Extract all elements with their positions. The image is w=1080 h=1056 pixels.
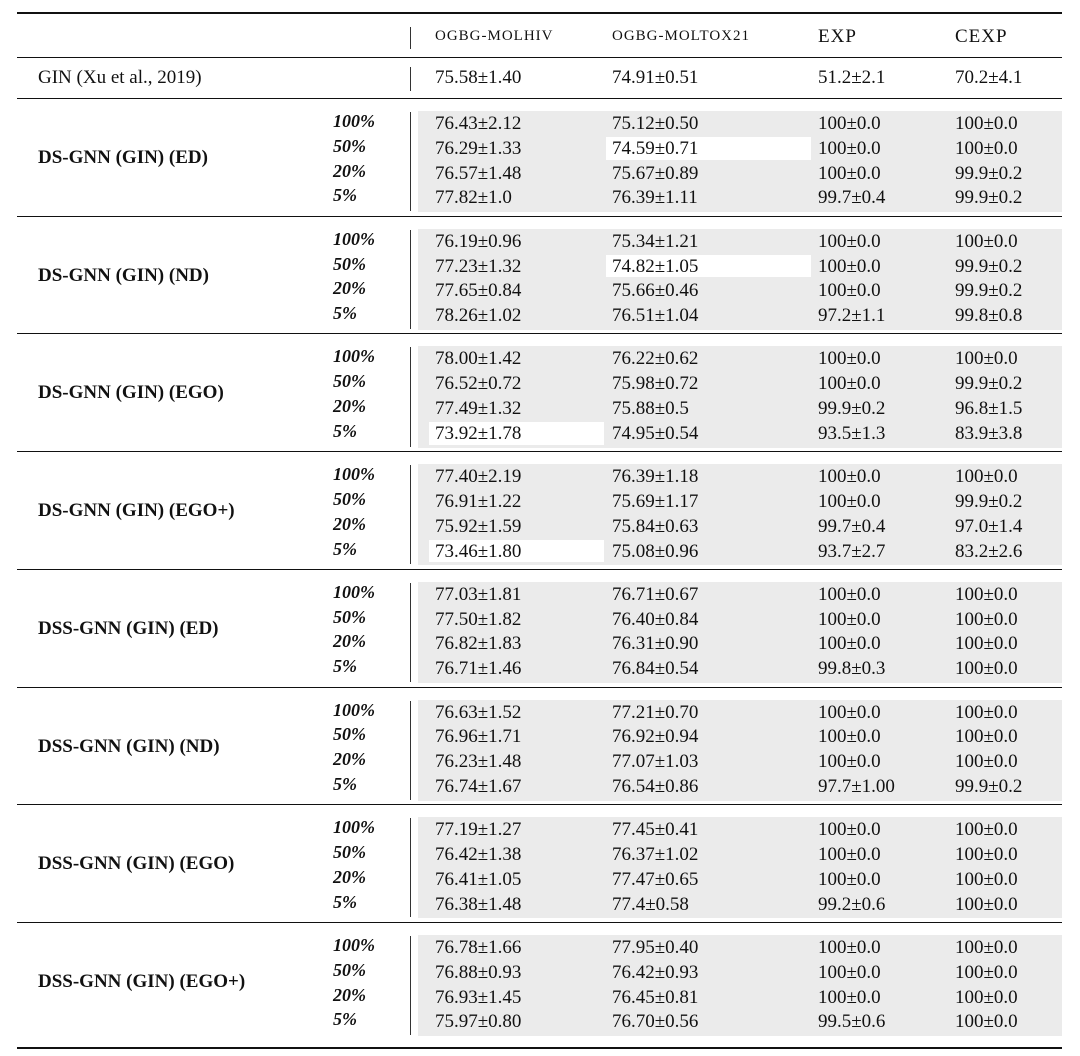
result-cell: 76.88±0.93 — [435, 961, 522, 983]
result-cell: 100±0.0 — [955, 893, 1018, 915]
result-cell: 99.9±0.2 — [955, 373, 1023, 395]
group-separator — [410, 583, 411, 682]
result-cell: 83.9±3.8 — [955, 422, 1023, 444]
baseline-separator — [410, 67, 411, 91]
subgraph-percentage: 20% — [333, 160, 366, 181]
result-cell: 76.63±1.52 — [435, 701, 522, 723]
baseline-value: 51.2±2.1 — [818, 67, 886, 88]
result-cell: 77.23±1.32 — [435, 255, 522, 277]
subgraph-percentage: 20% — [333, 984, 366, 1005]
group-separator — [410, 347, 411, 446]
result-cell: 100±0.0 — [955, 658, 1018, 680]
result-cell: 77.47±0.65 — [612, 868, 699, 890]
subgraph-percentage: 5% — [333, 538, 357, 559]
result-cell: 99.7±0.4 — [818, 187, 886, 209]
subgraph-percentage: 50% — [333, 488, 366, 509]
result-cell: 75.88±0.5 — [612, 398, 689, 419]
result-cell: 77.40±2.19 — [435, 466, 522, 488]
result-cell: 76.45±0.81 — [612, 986, 699, 1008]
result-cell: 100±0.0 — [818, 819, 881, 841]
result-cell: 99.9±0.2 — [955, 187, 1023, 209]
result-cell: 99.9±0.2 — [955, 775, 1023, 797]
result-cell: 97.0±1.4 — [955, 515, 1023, 537]
result-cell: 76.78±1.66 — [435, 936, 522, 958]
result-cell: 100±0.0 — [955, 348, 1018, 370]
result-cell: 99.8±0.3 — [818, 658, 886, 680]
result-cell: 74.82±1.05 — [612, 255, 699, 277]
baseline-value: 70.2±4.1 — [955, 67, 1023, 88]
subgraph-percentage: 20% — [333, 866, 366, 887]
subgraph-percentage: 5% — [333, 773, 357, 794]
subgraph-percentage: 5% — [333, 185, 357, 206]
method-name: DS-GNN (GIN) (ND) — [38, 264, 209, 286]
result-cell: 83.2±2.6 — [955, 540, 1023, 562]
subgraph-percentage: 50% — [333, 371, 366, 392]
subgraph-percentage: 50% — [333, 959, 366, 980]
result-cell: 100±0.0 — [818, 751, 881, 773]
subgraph-percentage: 50% — [333, 135, 366, 156]
result-cell: 75.12±0.50 — [612, 113, 699, 134]
group-separator — [410, 936, 411, 1035]
result-cell: 76.74±1.67 — [435, 775, 522, 797]
result-cell: 75.34±1.21 — [612, 230, 699, 252]
result-cell: 76.51±1.04 — [612, 305, 699, 327]
result-cell: 100±0.0 — [818, 490, 881, 512]
result-cell: 100±0.0 — [818, 466, 881, 488]
subgraph-percentage: 20% — [333, 396, 366, 416]
subgraph-percentage: 20% — [333, 749, 366, 770]
subgraph-percentage: 5% — [333, 303, 357, 324]
result-cell: 100±0.0 — [955, 961, 1018, 983]
result-cell: 76.70±0.56 — [612, 1011, 699, 1033]
result-cell: 100±0.0 — [955, 113, 1018, 134]
result-cell: 100±0.0 — [955, 986, 1018, 1008]
result-cell: 99.7±0.4 — [818, 515, 886, 537]
result-cell: 97.7±1.00 — [818, 775, 895, 797]
result-cell: 100±0.0 — [818, 137, 881, 159]
subgraph-percentage: 20% — [333, 278, 366, 299]
result-cell: 77.21±0.70 — [612, 701, 699, 723]
subgraph-percentage: 5% — [333, 656, 357, 677]
result-cell: 99.2±0.6 — [818, 893, 886, 915]
result-cell: 76.54±0.86 — [612, 775, 699, 797]
subgraph-percentage: 5% — [333, 420, 357, 441]
result-cell: 75.92±1.59 — [435, 515, 522, 537]
result-cell: 100±0.0 — [955, 751, 1018, 773]
result-cell: 77.4±0.58 — [612, 893, 689, 915]
result-cell: 100±0.0 — [955, 726, 1018, 748]
result-cell: 100±0.0 — [818, 348, 881, 370]
result-cell: 78.26±1.02 — [435, 305, 522, 327]
result-cell: 75.84±0.63 — [612, 515, 699, 537]
result-cell: 77.03±1.81 — [435, 583, 522, 605]
subgraph-percentage: 100% — [333, 228, 375, 249]
group-rule — [17, 687, 1062, 688]
result-cell: 76.41±1.05 — [435, 868, 522, 890]
result-cell: 100±0.0 — [955, 936, 1018, 958]
result-cell: 100±0.0 — [818, 230, 881, 252]
subgraph-percentage: 20% — [333, 513, 366, 534]
result-cell: 96.8±1.5 — [955, 398, 1023, 419]
result-cell: 76.92±0.94 — [612, 726, 699, 748]
group-separator — [410, 230, 411, 329]
result-cell: 76.71±0.67 — [612, 583, 699, 605]
method-name: DS-GNN (GIN) (EGO+) — [38, 500, 235, 522]
result-cell: 76.39±1.11 — [612, 187, 698, 209]
result-cell: 76.91±1.22 — [435, 490, 522, 512]
result-cell: 100±0.0 — [818, 868, 881, 890]
subgraph-percentage: 50% — [333, 724, 366, 745]
method-name: DSS-GNN (GIN) (EGO) — [38, 853, 235, 875]
result-cell: 100±0.0 — [818, 936, 881, 958]
subgraph-percentage: 20% — [333, 631, 366, 652]
result-cell: 73.92±1.78 — [435, 422, 522, 444]
result-cell: 100±0.0 — [818, 162, 881, 184]
result-cell: 100±0.0 — [818, 255, 881, 277]
header-rule — [17, 57, 1062, 58]
result-cell: 99.8±0.8 — [955, 305, 1023, 327]
bottom-rule — [17, 1047, 1062, 1049]
result-cell: 75.98±0.72 — [612, 373, 699, 395]
result-cell: 100±0.0 — [955, 1011, 1018, 1033]
group-rule — [17, 804, 1062, 805]
result-cell: 75.08±0.96 — [612, 540, 699, 562]
result-cell: 74.59±0.71 — [612, 137, 699, 159]
group-rule — [17, 922, 1062, 923]
method-name: DSS-GNN (GIN) (ND) — [38, 735, 220, 757]
baseline-value: 74.91±0.51 — [612, 67, 699, 88]
subgraph-percentage: 50% — [333, 606, 366, 627]
result-cell: 76.96±1.71 — [435, 726, 522, 748]
result-cell: 100±0.0 — [955, 868, 1018, 890]
result-cell: 97.2±1.1 — [818, 305, 886, 327]
result-cell: 76.40±0.84 — [612, 608, 699, 630]
result-cell: 99.9±0.2 — [955, 280, 1023, 302]
result-cell: 99.9±0.2 — [955, 162, 1023, 184]
result-cell: 76.82±1.83 — [435, 633, 522, 655]
result-cell: 76.29±1.33 — [435, 137, 522, 159]
group-rule — [17, 333, 1062, 334]
result-cell: 73.46±1.80 — [435, 540, 522, 562]
method-name: DSS-GNN (GIN) (ED) — [38, 617, 219, 639]
result-cell: 76.39±1.18 — [612, 466, 699, 488]
subgraph-percentage: 50% — [333, 253, 366, 274]
result-cell: 76.19±0.96 — [435, 230, 522, 252]
result-cell: 100±0.0 — [818, 280, 881, 302]
group-separator — [410, 465, 411, 564]
subgraph-percentage: 100% — [333, 934, 375, 955]
subgraph-percentage: 5% — [333, 1009, 357, 1030]
result-cell: 100±0.0 — [955, 608, 1018, 630]
result-cell: 77.45±0.41 — [612, 819, 699, 841]
result-cell: 75.97±0.80 — [435, 1011, 522, 1033]
subgraph-percentage: 100% — [333, 111, 375, 131]
top-rule — [17, 12, 1062, 14]
result-cell: 99.9±0.2 — [955, 490, 1023, 512]
column-header: OGBG-MOLHIV — [435, 28, 554, 44]
baseline-value: 75.58±1.40 — [435, 67, 522, 88]
result-cell: 77.49±1.32 — [435, 398, 522, 419]
subgraph-percentage: 100% — [333, 464, 375, 485]
result-cell: 100±0.0 — [818, 961, 881, 983]
result-cell: 93.5±1.3 — [818, 422, 886, 444]
subgraph-percentage: 100% — [333, 581, 375, 602]
subgraph-percentage: 50% — [333, 842, 366, 862]
result-cell: 77.82±1.0 — [435, 187, 512, 209]
subgraph-percentage: 100% — [333, 817, 375, 838]
result-cell: 76.57±1.48 — [435, 162, 522, 184]
result-cell: 100±0.0 — [818, 583, 881, 605]
baseline-rule — [17, 98, 1062, 99]
group-separator — [410, 818, 411, 917]
result-cell: 78.00±1.42 — [435, 348, 522, 370]
result-cell: 100±0.0 — [818, 633, 881, 655]
result-cell: 75.67±0.89 — [612, 162, 699, 184]
result-cell: 77.95±0.40 — [612, 936, 699, 958]
baseline-label: GIN (Xu et al., 2019) — [38, 67, 202, 88]
result-cell: 76.38±1.48 — [435, 893, 522, 915]
result-cell: 76.22±0.62 — [612, 348, 699, 370]
result-cell: 100±0.0 — [818, 373, 881, 395]
result-cell: 77.07±1.03 — [612, 751, 699, 773]
result-cell: 100±0.0 — [818, 844, 881, 865]
result-cell: 74.95±0.54 — [612, 422, 699, 444]
result-cell: 100±0.0 — [818, 113, 881, 134]
result-cell: 76.42±0.93 — [612, 961, 699, 983]
result-cell: 76.93±1.45 — [435, 986, 522, 1008]
method-name: DS-GNN (GIN) (ED) — [38, 147, 208, 168]
result-cell: 76.84±0.54 — [612, 658, 699, 680]
subgraph-percentage: 100% — [333, 699, 375, 720]
result-cell: 100±0.0 — [955, 844, 1018, 865]
result-cell: 99.9±0.2 — [818, 398, 886, 419]
result-cell: 76.31±0.90 — [612, 633, 699, 655]
result-cell: 75.69±1.17 — [612, 490, 699, 512]
result-cell: 100±0.0 — [955, 137, 1018, 159]
result-cell: 76.23±1.48 — [435, 751, 522, 773]
result-cell: 100±0.0 — [818, 608, 881, 630]
result-cell: 76.52±0.72 — [435, 373, 522, 395]
result-cell: 100±0.0 — [818, 701, 881, 723]
group-separator — [410, 701, 411, 800]
result-cell: 76.37±1.02 — [612, 844, 699, 865]
result-cell: 100±0.0 — [818, 726, 881, 748]
result-cell: 76.43±2.12 — [435, 113, 522, 134]
group-rule — [17, 216, 1062, 217]
column-header: CEXP — [955, 26, 1008, 47]
result-cell: 75.66±0.46 — [612, 280, 699, 302]
result-cell: 100±0.0 — [955, 466, 1018, 488]
group-rule — [17, 569, 1062, 570]
result-cell: 99.5±0.6 — [818, 1011, 886, 1033]
result-cell: 76.71±1.46 — [435, 658, 522, 680]
column-header: EXP — [818, 26, 857, 47]
result-cell: 93.7±2.7 — [818, 540, 886, 562]
subgraph-percentage: 5% — [333, 891, 357, 912]
group-separator — [410, 112, 411, 211]
result-cell: 99.9±0.2 — [955, 255, 1023, 277]
result-cell: 77.65±0.84 — [435, 280, 522, 302]
group-rule — [17, 451, 1062, 452]
result-cell: 100±0.0 — [955, 701, 1018, 723]
result-cell: 77.19±1.27 — [435, 819, 522, 841]
method-name: DSS-GNN (GIN) (EGO+) — [38, 970, 246, 992]
result-cell: 100±0.0 — [955, 583, 1018, 605]
column-header: OGBG-MOLTOX21 — [612, 28, 751, 44]
header-separator — [410, 27, 411, 49]
result-cell: 100±0.0 — [955, 633, 1018, 655]
subgraph-percentage: 100% — [333, 346, 375, 367]
result-cell: 100±0.0 — [818, 986, 881, 1008]
method-name: DS-GNN (GIN) (EGO) — [38, 382, 224, 404]
result-cell: 76.42±1.38 — [435, 844, 522, 865]
result-cell: 100±0.0 — [955, 819, 1018, 841]
result-cell: 100±0.0 — [955, 230, 1018, 252]
result-cell: 77.50±1.82 — [435, 608, 522, 630]
